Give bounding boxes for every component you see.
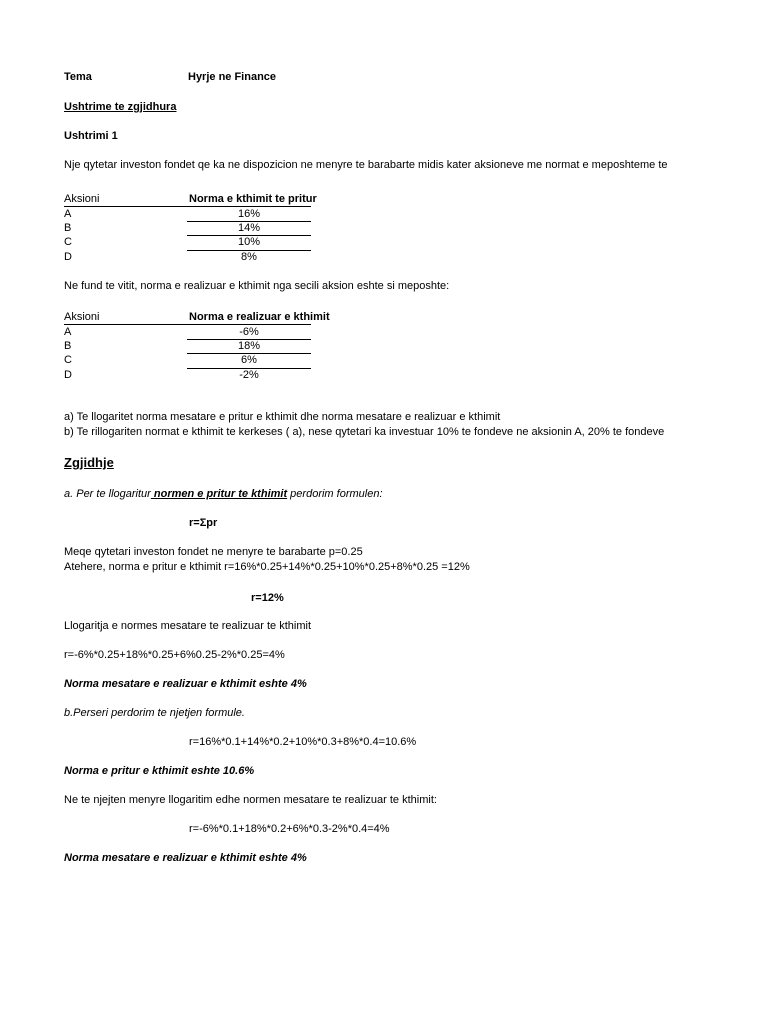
table1-row-stock: D [64, 251, 72, 263]
topic-label: Tema [64, 71, 92, 83]
table2-row-value: 18% [237, 340, 261, 352]
subtitle: Ushtrime te zgjidhura [64, 101, 177, 113]
realized-return-result: Norma mesatare e realizuar e kthimit eshte 4% [64, 678, 307, 690]
expected-return-calc: Atehere, norma e pritur e kthimit r=16%*0.25+14%*0.25+10%*0.25+8%*0.25 =12% [64, 561, 470, 573]
table1-row-value: 14% [237, 222, 261, 234]
table2-row-value: -6% [239, 326, 259, 338]
table2-row-stock: A [64, 326, 72, 338]
equal-weights-note: Meqe qytetari investon fondet ne menyre te barabarte p=0.25 [64, 546, 363, 558]
table1-header-stock: Aksioni [64, 193, 100, 205]
b-realized-return-result: Norma mesatare e realizuar e kthimit eshte 4% [64, 852, 307, 864]
table1-row-stock: A [64, 208, 72, 220]
intro-text: Nje qytetar investon fondet qe ka ne dispozicion ne menyre te barabarte midis kater aksioneve me normat e meposhteme te [64, 159, 668, 171]
realized-return-calc: r=-6%*0.25+18%*0.25+6%0.25-2%*0.25=4% [64, 649, 285, 661]
table1-row-value: 10% [237, 236, 261, 248]
realized-return-label: Llogaritja e normes mesatare te realizuar te kthimit [64, 620, 311, 632]
solution-heading: Zgjidhje [64, 455, 114, 470]
table2-row-value: -2% [239, 369, 259, 381]
b-realized-return-label: Ne te njejten menyre llogaritim edhe normen mesatare te realizuar te kthimit: [64, 794, 437, 806]
table2-header-rate: Norma e realizuar e kthimit [189, 311, 330, 323]
table2-row-stock: D [64, 369, 72, 381]
question-a: a) Te llogaritet norma mesatare e pritur e kthimit dhe norma mesatare e realizuar e kthimit [64, 411, 501, 423]
table2-row-value: 6% [241, 354, 257, 366]
solution-a-intro [64, 487, 383, 501]
topic-value: Hyrje ne Finance [188, 71, 277, 83]
expected-return-result: r=12% [251, 592, 284, 604]
table1-row-stock: C [64, 236, 72, 248]
solution-a-emphasis: normen e pritur te kthimit [150, 488, 288, 500]
table2-row-stock: B [64, 340, 72, 352]
table2-header-stock: Aksioni [64, 311, 100, 323]
mid-text: Ne fund te vitit, norma e realizuar e kthimit nga secili aksion eshte si meposhte: [64, 280, 450, 292]
b-expected-return-calc: r=16%*0.1+14%*0.2+10%*0.3+8%*0.4=10.6% [189, 736, 417, 748]
table2-row-stock: C [64, 354, 72, 366]
table1-header-rate: Norma e kthimit te pritur [189, 193, 317, 205]
formula: r=Σpr [189, 517, 218, 529]
b-expected-return-result: Norma e pritur e kthimit eshte 10.6% [64, 765, 255, 777]
solution-b-intro: b.Perseri perdorim te njetjen formule. [64, 707, 245, 719]
solution-a-prefix: a. Per te llogaritur [64, 488, 151, 500]
question-b: b) Te rillogariten normat e kthimit te kerkeses ( a), nese qytetari ka investuar 10% te fondeve ne aksionin A, 20% te fondeve [64, 426, 665, 438]
solution-a-suffix: perdorim formulen: [287, 488, 383, 500]
table1-row-value: 16% [237, 208, 261, 220]
table1-row-stock: B [64, 222, 72, 234]
exercise-title: Ushtrimi 1 [64, 130, 118, 142]
b-realized-return-calc: r=-6%*0.1+18%*0.2+6%*0.3-2%*0.4=4% [189, 823, 390, 835]
table1-row-value: 8% [241, 251, 257, 263]
